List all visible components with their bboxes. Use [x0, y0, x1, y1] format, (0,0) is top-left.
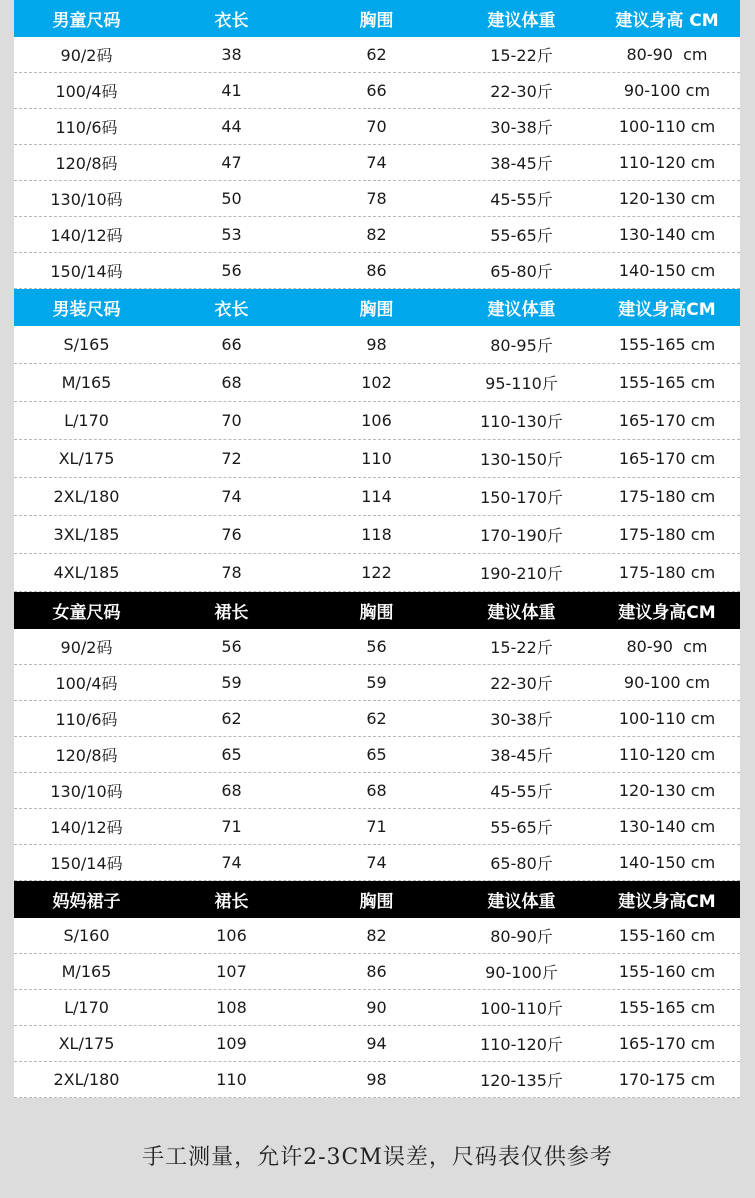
table-cell: 74	[221, 487, 242, 506]
table-cell: 80-90斤	[490, 927, 553, 946]
table-cell: 47	[221, 153, 242, 172]
table-cell: 90-100 cm	[623, 81, 711, 100]
table-row	[14, 773, 740, 809]
table-cell: 170-190斤	[480, 526, 563, 545]
table-cell: 86	[366, 962, 387, 981]
table-cell: 70	[366, 117, 387, 136]
footer-note: 手工测量，允许2-3CM误差，尺码表仅供参考	[142, 1145, 613, 1170]
table-cell: 78	[221, 563, 242, 582]
table-cell: 38-45斤	[490, 154, 553, 173]
table-cell: 150/14码	[50, 262, 123, 281]
table-cell: 120/8码	[55, 154, 118, 173]
column-header: 建议体重	[487, 300, 556, 320]
column-header: 建议身高CM	[618, 300, 716, 320]
table-cell: XL/175	[58, 1034, 115, 1053]
table-cell: 22-30斤	[490, 82, 553, 101]
table-row	[14, 701, 740, 737]
table-cell: 100-110 cm	[618, 709, 716, 728]
table-cell: 140/12码	[50, 226, 123, 245]
table-cell: 45-55斤	[490, 782, 553, 801]
table-row	[14, 809, 740, 845]
column-header: 衣长	[214, 11, 249, 31]
table-cell: 65	[366, 745, 387, 764]
table-cell: 55-65斤	[490, 818, 553, 837]
table-cell: 150/14码	[50, 854, 123, 873]
table-cell: L/170	[64, 411, 109, 430]
table-cell: 110	[216, 1070, 247, 1089]
size-section-men	[14, 289, 740, 592]
table-cell: 65-80斤	[490, 262, 553, 281]
size-section-boys	[14, 0, 740, 289]
table-cell: 68	[366, 781, 387, 800]
column-header: 建议体重	[487, 603, 556, 623]
table-cell: 62	[366, 45, 387, 64]
table-cell: 130/10码	[50, 782, 123, 801]
table-cell: 80-90 cm	[626, 637, 708, 656]
table-row	[14, 665, 740, 701]
table-cell: 110-120 cm	[618, 745, 716, 764]
table-cell: 130-140 cm	[618, 225, 716, 244]
table-cell: 155-160 cm	[618, 962, 716, 981]
table-cell: M/165	[61, 962, 112, 981]
table-row	[14, 181, 740, 217]
table-cell: S/165	[63, 335, 110, 354]
table-row	[14, 364, 740, 402]
table-cell: 66	[221, 335, 242, 354]
table-cell: 120/8码	[55, 746, 118, 765]
table-row	[14, 516, 740, 554]
table-row	[14, 253, 740, 289]
table-cell: M/165	[61, 373, 112, 392]
table-cell: 65	[221, 745, 242, 764]
table-cell: 80-90 cm	[626, 45, 708, 64]
table-row	[14, 918, 740, 954]
table-cell: 4XL/185	[53, 563, 120, 582]
table-cell: 62	[366, 709, 387, 728]
table-cell: 2XL/180	[53, 1070, 120, 1089]
section-header-men	[14, 289, 740, 326]
table-cell: S/160	[63, 926, 110, 945]
table-cell: 70	[221, 411, 242, 430]
table-cell: 165-170 cm	[618, 449, 716, 468]
table-cell: 150-170斤	[480, 488, 563, 507]
table-cell: 2XL/180	[53, 487, 120, 506]
table-cell: 114	[361, 487, 392, 506]
column-header: 女童尺码	[52, 603, 121, 623]
table-cell: 100-110斤	[480, 999, 563, 1018]
table-cell: 3XL/185	[53, 525, 120, 544]
table-cell: 190-210斤	[480, 564, 563, 583]
table-cell: 50	[221, 189, 242, 208]
column-header: 建议身高 CM	[615, 11, 719, 31]
table-cell: 22-30斤	[490, 674, 553, 693]
table-cell: 90-100 cm	[623, 673, 711, 692]
table-cell: 100/4码	[55, 674, 118, 693]
table-cell: 110-130斤	[480, 412, 563, 431]
table-row	[14, 954, 740, 990]
table-row	[14, 737, 740, 773]
table-cell: 110/6码	[55, 710, 118, 729]
table-cell: 110/6码	[55, 118, 118, 137]
table-cell: 38-45斤	[490, 746, 553, 765]
table-cell: 175-180 cm	[618, 563, 716, 582]
table-row	[14, 217, 740, 253]
column-header: 胸围	[359, 300, 394, 320]
table-cell: 74	[221, 853, 242, 872]
column-header: 衣长	[214, 300, 249, 320]
column-header: 建议体重	[487, 11, 556, 31]
table-cell: 165-170 cm	[618, 411, 716, 430]
table-cell: 98	[366, 1070, 387, 1089]
table-cell: 90	[366, 998, 387, 1017]
table-cell: 130-150斤	[480, 450, 563, 469]
table-cell: 175-180 cm	[618, 487, 716, 506]
column-header: 胸围	[359, 892, 394, 912]
table-cell: 110-120 cm	[618, 153, 716, 172]
column-header: 胸围	[359, 11, 394, 31]
table-cell: 110	[361, 449, 392, 468]
table-cell: 78	[366, 189, 387, 208]
table-cell: 62	[221, 709, 242, 728]
table-cell: 90-100斤	[485, 963, 558, 982]
table-cell: 53	[221, 225, 242, 244]
table-cell: 155-165 cm	[618, 373, 716, 392]
table-cell: 140-150 cm	[618, 853, 716, 872]
table-cell: 94	[366, 1034, 387, 1053]
table-cell: 98	[366, 335, 387, 354]
table-cell: 110-120斤	[480, 1035, 563, 1054]
table-cell: 106	[361, 411, 392, 430]
table-cell: 56	[221, 637, 242, 656]
table-cell: 90/2码	[60, 638, 113, 657]
table-cell: 59	[366, 673, 387, 692]
table-cell: XL/175	[58, 449, 115, 468]
column-header: 建议体重	[487, 892, 556, 912]
table-cell: 175-180 cm	[618, 525, 716, 544]
column-header: 建议身高CM	[618, 892, 716, 912]
table-cell: 106	[216, 926, 247, 945]
table-cell: 102	[361, 373, 392, 392]
table-cell: 45-55斤	[490, 190, 553, 209]
column-header: 裙长	[214, 892, 249, 912]
table-cell: 74	[366, 153, 387, 172]
table-cell: 108	[216, 998, 247, 1017]
table-cell: 95-110斤	[485, 374, 558, 393]
table-cell: 82	[366, 926, 387, 945]
table-row	[14, 440, 740, 478]
section-header-girls	[14, 592, 740, 629]
table-cell: 38	[221, 45, 242, 64]
table-cell: 120-130 cm	[618, 781, 716, 800]
table-cell: 74	[366, 853, 387, 872]
table-row	[14, 554, 740, 592]
table-row	[14, 37, 740, 73]
size-chart	[14, 0, 740, 1098]
table-cell: 118	[361, 525, 392, 544]
table-cell: 107	[216, 962, 247, 981]
size-section-girls	[14, 592, 740, 881]
size-section-mom-skirt	[14, 881, 740, 1098]
column-header: 妈妈裙子	[52, 892, 121, 912]
table-cell: 15-22斤	[490, 46, 553, 65]
table-row	[14, 145, 740, 181]
table-cell: 120-135斤	[480, 1071, 563, 1090]
column-header: 胸围	[359, 603, 394, 623]
table-cell: 68	[221, 373, 242, 392]
table-cell: 72	[221, 449, 242, 468]
table-cell: 165-170 cm	[618, 1034, 716, 1053]
table-cell: 30-38斤	[490, 710, 553, 729]
table-cell: 140-150 cm	[618, 261, 716, 280]
table-cell: 76	[221, 525, 242, 544]
table-cell: 90/2码	[60, 46, 113, 65]
table-cell: 56	[221, 261, 242, 280]
table-cell: 41	[221, 81, 242, 100]
table-cell: 155-165 cm	[618, 335, 716, 354]
table-cell: 170-175 cm	[618, 1070, 716, 1089]
section-header-mom-skirt	[14, 881, 740, 918]
table-cell: 100/4码	[55, 82, 118, 101]
table-cell: 122	[361, 563, 392, 582]
table-cell: 59	[221, 673, 242, 692]
table-cell: 56	[366, 637, 387, 656]
table-cell: 130/10码	[50, 190, 123, 209]
table-cell: 130-140 cm	[618, 817, 716, 836]
table-cell: 109	[216, 1034, 247, 1053]
table-cell: 55-65斤	[490, 226, 553, 245]
table-row	[14, 990, 740, 1026]
table-cell: 86	[366, 261, 387, 280]
table-row	[14, 1026, 740, 1062]
table-cell: 30-38斤	[490, 118, 553, 137]
table-cell: 71	[221, 817, 242, 836]
column-header: 男童尺码	[52, 11, 121, 31]
table-cell: 65-80斤	[490, 854, 553, 873]
table-cell: 120-130 cm	[618, 189, 716, 208]
table-cell: 155-165 cm	[618, 998, 716, 1017]
table-cell: 80-95斤	[490, 336, 553, 355]
column-header: 男装尺码	[52, 300, 121, 320]
table-row	[14, 73, 740, 109]
table-row	[14, 109, 740, 145]
table-cell: 82	[366, 225, 387, 244]
table-cell: 44	[221, 117, 242, 136]
table-row	[14, 478, 740, 516]
column-header: 裙长	[214, 603, 249, 623]
table-row	[14, 326, 740, 364]
table-cell: 68	[221, 781, 242, 800]
table-cell: 71	[366, 817, 387, 836]
section-header-boys	[14, 0, 740, 37]
column-header: 建议身高CM	[618, 603, 716, 623]
table-row	[14, 629, 740, 665]
table-cell: 155-160 cm	[618, 926, 716, 945]
table-row	[14, 845, 740, 881]
table-cell: 15-22斤	[490, 638, 553, 657]
table-cell: 100-110 cm	[618, 117, 716, 136]
table-cell: 66	[366, 81, 387, 100]
table-row	[14, 402, 740, 440]
table-row	[14, 1062, 740, 1098]
table-cell: 140/12码	[50, 818, 123, 837]
table-cell: L/170	[64, 998, 109, 1017]
